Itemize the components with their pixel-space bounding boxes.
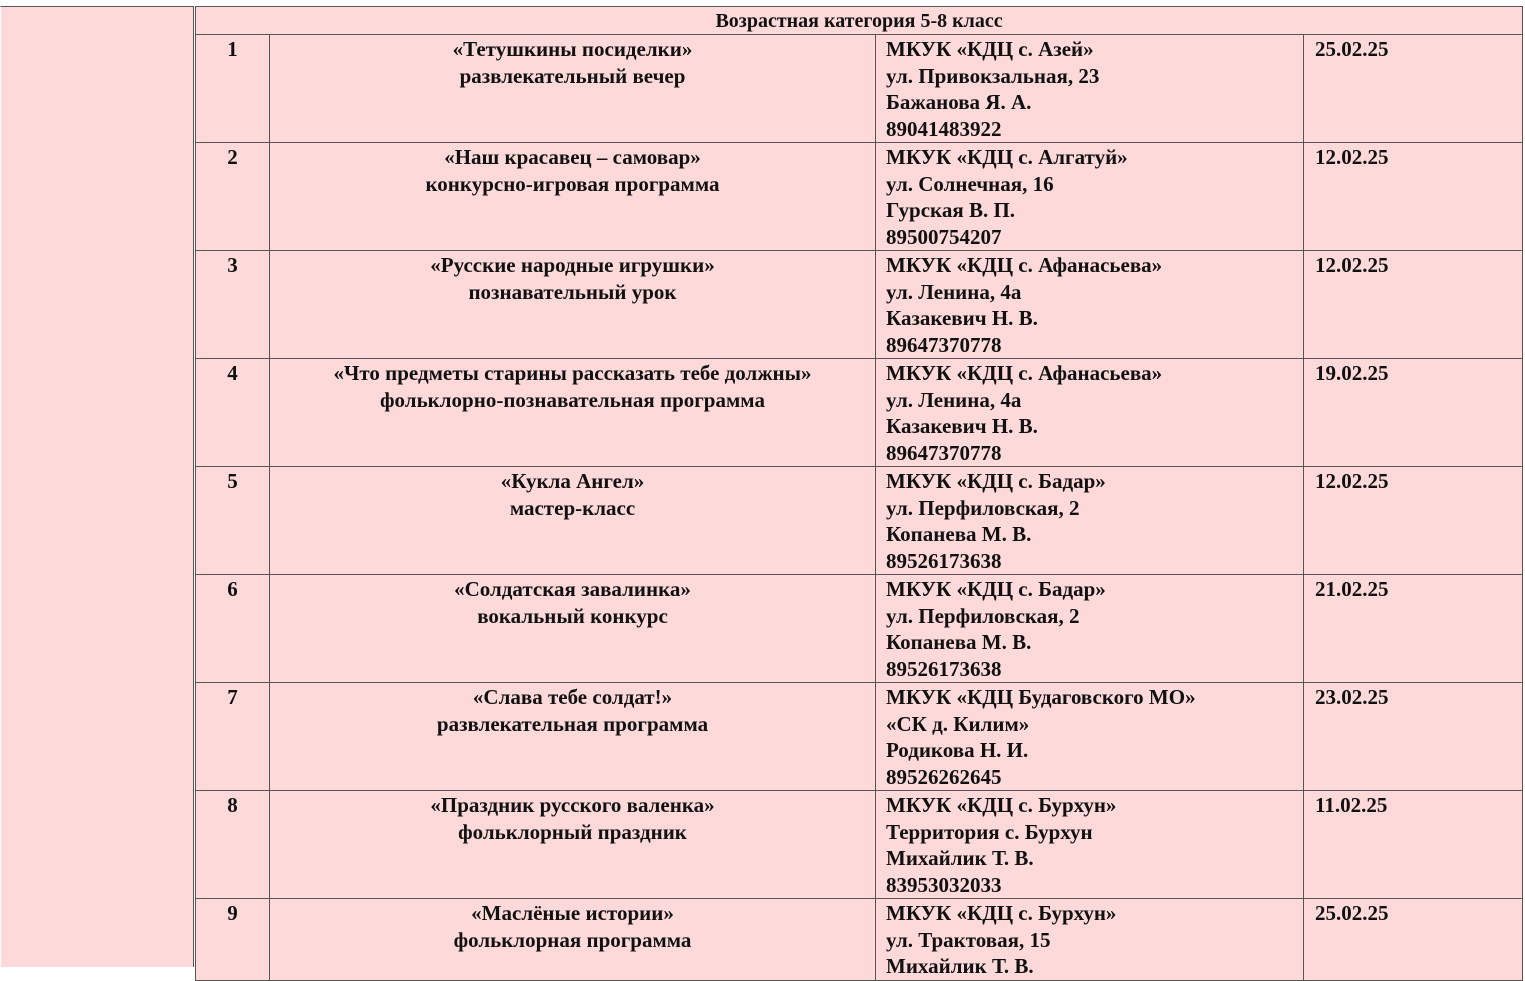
event-type: развлекательная программа	[436, 711, 709, 736]
event-date: 12.02.25	[1304, 143, 1523, 251]
venue-line: 89647370778	[886, 440, 1002, 465]
venue-cell	[876, 899, 1304, 981]
venue-line: МКУК «КДЦ с. Бурхун»	[886, 901, 1117, 925]
event-date: 12.02.25	[1304, 251, 1523, 359]
venue-line: 89526262645	[886, 764, 1002, 789]
table-row	[196, 467, 1523, 575]
venue-line: Казакевич Н. В.	[886, 414, 1038, 438]
row-number: 8	[196, 791, 270, 899]
venue-line: ул. Перфиловская, 2	[886, 603, 1080, 628]
venue-line: 89526173638	[886, 548, 1002, 573]
row-number: 5	[196, 467, 270, 575]
venue-line: МКУК «КДЦ с. Бадар»	[886, 577, 1106, 601]
event-date: 12.02.25	[1304, 467, 1523, 575]
category-header: Возрастная категория 5-8 класс	[196, 7, 1523, 35]
venue-line: Казакевич Н. В.	[886, 306, 1038, 330]
table-row	[196, 683, 1523, 791]
event-cell	[270, 35, 876, 143]
event-title: «Что предметы старины рассказать тебе должны»	[333, 361, 812, 385]
row-number: 4	[196, 359, 270, 467]
venue-line: МКУК «КДЦ с. Афанасьева»	[886, 253, 1163, 277]
event-date: 11.02.25	[1304, 791, 1523, 899]
venue-line: Копанева М. В.	[886, 522, 1032, 546]
event-type: познавательный урок	[468, 279, 677, 304]
venue-line: Родикова Н. И.	[886, 738, 1029, 762]
venue-cell	[876, 467, 1304, 575]
venue-line: «СК д. Килим»	[886, 711, 1030, 736]
venue-line: МКУК «КДЦ с. Бадар»	[886, 469, 1106, 493]
table-row	[196, 251, 1523, 359]
events-table	[195, 6, 1523, 981]
venue-line: Гурская В. П.	[886, 198, 1016, 222]
venue-cell	[876, 359, 1304, 467]
table-row	[196, 899, 1523, 981]
venue-cell	[876, 251, 1304, 359]
category-header-row	[196, 7, 1523, 35]
venue-line: МКУК «КДЦ с. Алгатуй»	[886, 145, 1128, 169]
row-number: 7	[196, 683, 270, 791]
row-number: 2	[196, 143, 270, 251]
venue-line: ул. Привокзальная, 23	[886, 63, 1100, 88]
event-title: «Кукла Ангел»	[500, 469, 645, 493]
venue-line: 89500754207	[886, 224, 1002, 249]
row-number: 6	[196, 575, 270, 683]
events-table-body	[196, 7, 1523, 981]
row-number: 9	[196, 899, 270, 981]
event-type: мастер-класс	[509, 495, 636, 520]
venue-cell	[876, 683, 1304, 791]
event-title: «Солдатская завалинка»	[454, 577, 691, 601]
venue-line: 89041483922	[886, 116, 1002, 141]
venue-line: Территория с. Бурхун	[886, 819, 1093, 844]
event-cell	[270, 575, 876, 683]
event-title: «Наш красавец – самовар»	[444, 145, 701, 169]
table-row	[196, 35, 1523, 143]
venue-line: ул. Солнечная, 16	[886, 171, 1054, 196]
venue-cell	[876, 35, 1304, 143]
event-cell	[270, 359, 876, 467]
event-date: 19.02.25	[1304, 359, 1523, 467]
event-type: развлекательный вечер	[459, 63, 686, 88]
event-title: «Маслёные истории»	[471, 901, 674, 925]
event-cell	[270, 791, 876, 899]
venue-line: Михайлик Т. В.	[886, 954, 1034, 978]
table-row	[196, 791, 1523, 899]
event-type: фольклорная программа	[453, 927, 692, 952]
venue-line: Копанева М. В.	[886, 630, 1032, 654]
event-type: вокальный конкурс	[477, 603, 668, 628]
event-title: «Русские народные игрушки»	[430, 253, 715, 277]
venue-line: МКУК «КДЦ с. Бурхун»	[886, 793, 1117, 817]
venue-line: ул. Ленина, 4а	[886, 279, 1022, 304]
row-number: 3	[196, 251, 270, 359]
event-date: 25.02.25	[1304, 899, 1523, 981]
venue-line: ул. Ленина, 4а	[886, 387, 1022, 412]
venue-cell	[876, 143, 1304, 251]
event-title: «Праздник русского валенка»	[430, 793, 715, 817]
event-title: «Слава тебе солдат!»	[472, 685, 673, 709]
table-row	[196, 143, 1523, 251]
venue-line: 89647370778	[886, 332, 1002, 357]
event-type: конкурсно-игровая программа	[425, 171, 720, 196]
event-cell	[270, 899, 876, 981]
venue-line: Михайлик Т. В.	[886, 846, 1034, 870]
event-type: фольклорно-познавательная программа	[380, 387, 765, 412]
venue-line: 89526173638	[886, 656, 1002, 681]
event-cell	[270, 467, 876, 575]
event-cell	[270, 143, 876, 251]
venue-line: МКУК «КДЦ Будаговского МО»	[886, 685, 1196, 709]
event-type: фольклорный праздник	[458, 819, 687, 844]
event-cell	[270, 683, 876, 791]
venue-cell	[876, 791, 1304, 899]
venue-cell	[876, 575, 1304, 683]
venue-line: МКУК «КДЦ с. Афанасьева»	[886, 361, 1163, 385]
venue-line: ул. Перфиловская, 2	[886, 495, 1080, 520]
left-empty-column	[0, 6, 194, 967]
event-date: 21.02.25	[1304, 575, 1523, 683]
row-number: 1	[196, 35, 270, 143]
event-date: 23.02.25	[1304, 683, 1523, 791]
venue-line: МКУК «КДЦ с. Азей»	[886, 37, 1094, 61]
event-cell	[270, 251, 876, 359]
venue-line: ул. Трактовая, 15	[886, 927, 1051, 952]
table-row	[196, 359, 1523, 467]
venue-line: 83953032033	[886, 872, 1002, 897]
event-title: «Тетушкины посиделки»	[452, 37, 693, 61]
event-date: 25.02.25	[1304, 35, 1523, 143]
table-row	[196, 575, 1523, 683]
venue-line: Бажанова Я. А.	[886, 90, 1032, 114]
